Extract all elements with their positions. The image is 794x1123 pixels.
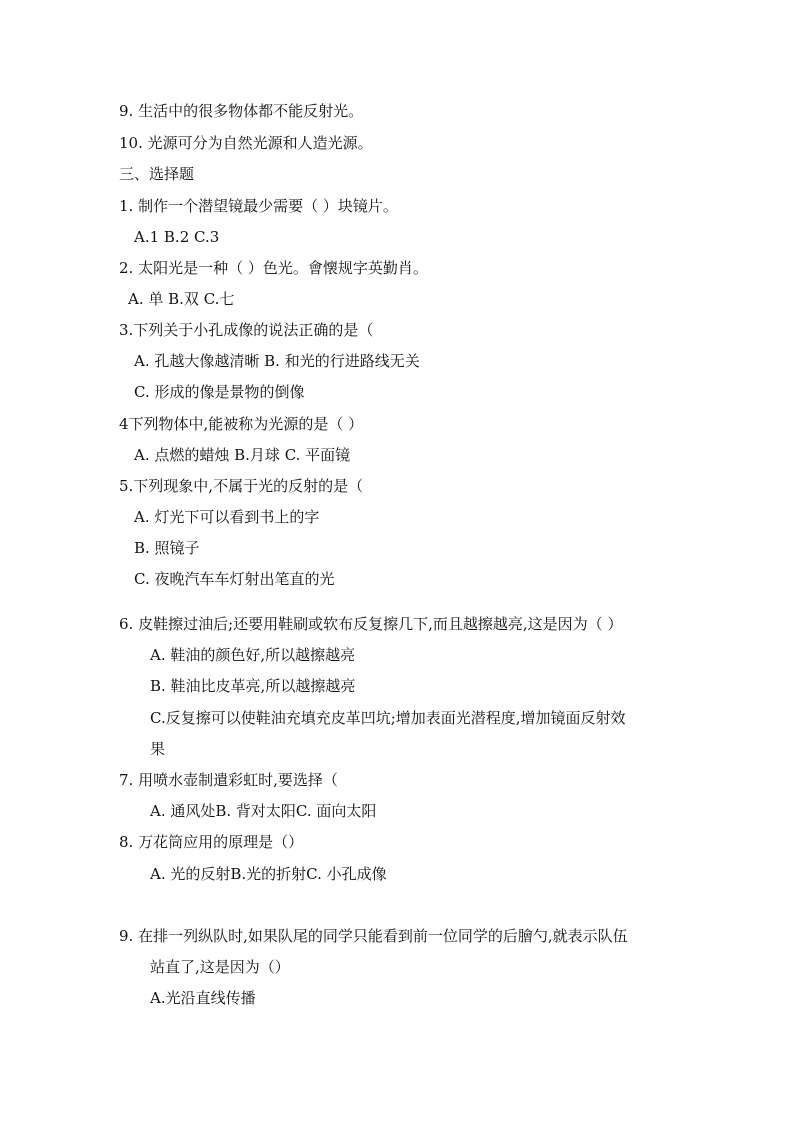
question-1: 1. 制作一个潜望镜最少需要（ ）块镜片。 bbox=[119, 197, 398, 215]
question-8: 8. 万花筒应用的原理是（） bbox=[119, 833, 304, 851]
question-6-option-b: B. 鞋油比皮革亮,所以越擦越亮 bbox=[150, 677, 356, 695]
question-2: 2. 太阳光是一种（ ）色光。會懐规字英勤肖。 bbox=[119, 259, 428, 277]
section-heading: 三、选择题 bbox=[119, 165, 195, 183]
question-5: 5.下列现象中,不属于光的反射的是（ bbox=[119, 477, 364, 495]
question-1-options: A.1 B.2 C.3 bbox=[134, 228, 220, 246]
statement-10: 10. 光源可分为自然光源和人造光源。 bbox=[119, 134, 373, 152]
question-3-option-c: C. 形成的像是景物的倒像 bbox=[134, 383, 305, 401]
question-7-options: A. 通风处B. 背对太阳C. 面向太阳 bbox=[150, 802, 377, 820]
question-6-option-a: A. 鞋油的颜色好,所以越擦越亮 bbox=[150, 646, 356, 664]
question-3-options-ab: A. 孔越大像越清晰 B. 和光的行进路线无关 bbox=[134, 352, 420, 370]
question-5-option-c: C. 夜晚汽车车灯射出笔直的光 bbox=[134, 570, 335, 588]
statement-9: 9. 生活中的很多物体都不能反射光。 bbox=[119, 102, 364, 120]
question-6-option-c-continued: 果 bbox=[150, 740, 166, 758]
question-6: 6. 皮鞋擦过油后;还要用鞋刷或软布反复擦几下,而且越擦越亮,这是因为（ ） bbox=[119, 615, 623, 633]
question-3: 3.下列关于小孔成像的说法正确的是（ bbox=[119, 321, 374, 339]
question-5-option-a: A. 灯光下可以看到书上的字 bbox=[134, 508, 320, 526]
question-5-option-b: B. 照镜子 bbox=[134, 539, 200, 557]
question-8-options: A. 光的反射B.光的折射C. 小孔成像 bbox=[150, 865, 387, 883]
question-9-option-a: A.光沿直线传播 bbox=[150, 989, 256, 1007]
question-6-option-c: C.反复擦可以使鞋油充填充皮革凹坑;增加表面光潜程度,增加镜面反射效 bbox=[150, 709, 626, 727]
question-7: 7. 用喷水壶制遣彩虹时,要选择（ bbox=[119, 771, 338, 789]
question-9-continued: 站直了,这是因为（） bbox=[150, 958, 290, 976]
question-2-options: A. 单 B.双 C.七 bbox=[128, 290, 235, 308]
question-9: 9. 在排一列纵队时,如果队尾的同学只能看到前一位同学的后膾勺,就表示队伍 bbox=[119, 927, 628, 945]
question-4-options: A. 点燃的蜡烛 B.月球 C. 平面镜 bbox=[134, 446, 351, 464]
question-4: 4下列物体中,能被称为光源的是（ ） bbox=[119, 415, 364, 433]
